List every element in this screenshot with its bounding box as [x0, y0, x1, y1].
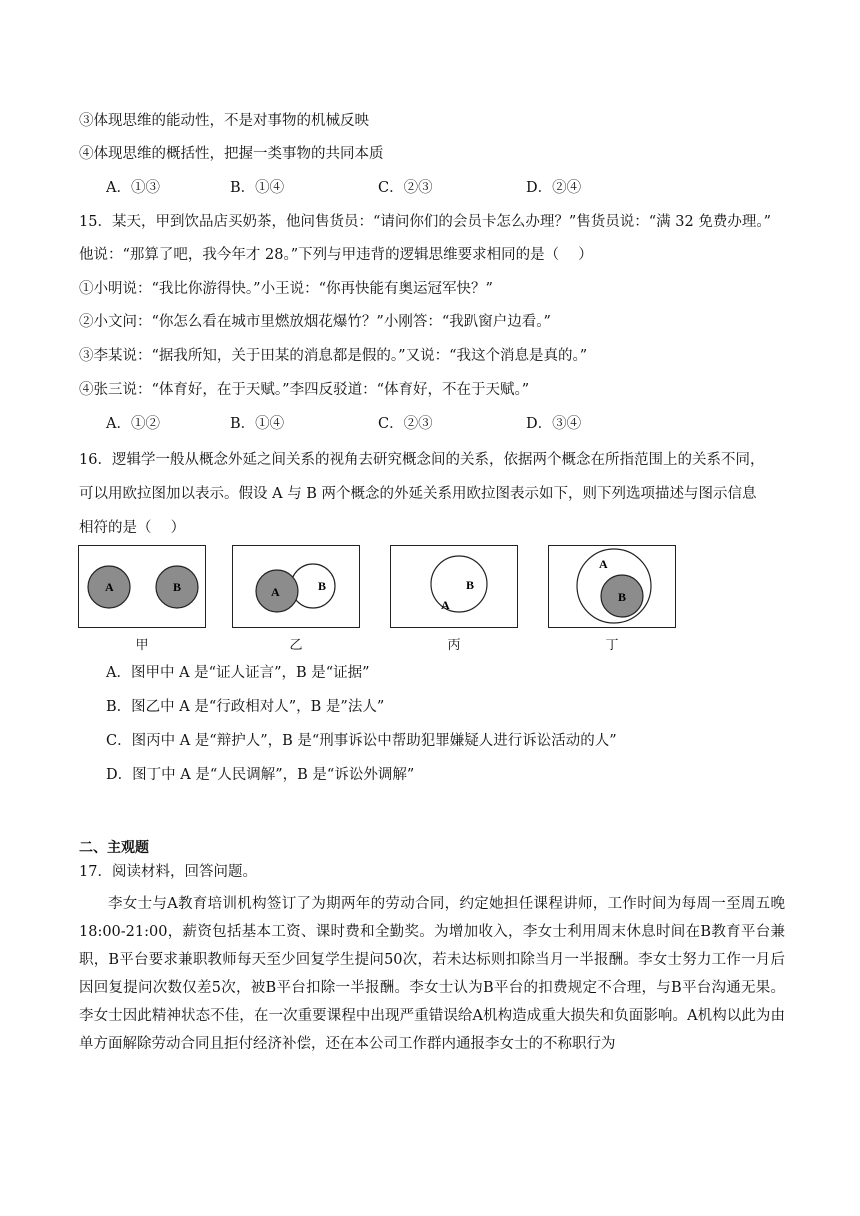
- q15-option-c: C．②③: [378, 416, 433, 432]
- label-a: A: [271, 585, 280, 599]
- section-heading: 二、主观题: [79, 840, 149, 856]
- euler-diagram-yi: [232, 545, 360, 628]
- q16-stem-line-3: 相符的是（ ）: [79, 520, 186, 536]
- label-b: B: [173, 580, 182, 594]
- euler-diagram-jia: [78, 545, 206, 628]
- q14-option-c: C．②③: [378, 180, 433, 196]
- label-b: B: [318, 579, 327, 593]
- q17-material-paragraph: 李女士与A教育培训机构签订了为期两年的劳动合同，约定她担任课程讲师，工作时间为每周一至周五晚18:00-21:00，薪资包括基本工资、课时费和全勤奖。为增加收入，李女士利用周末休息时间在B教育平台兼职，B平台要求兼职教师每天至少回复学生提问50次，若未达标则扣除当月一半报酬。李女士努力工作一月后因回复提问次数仅差5次，被B平台扣除一半报酬。李女士认为B平台的扣费规定不合理，与B平台沟通无果。李女士因此精神状态不佳，在一次重要课程中出现严重错误给A机构造成重大损失和负面影响。A机构以此为由单方面解除劳动合同且拒付经济补偿，还在本公司工作群内通报李女士的不称职行为: [79, 896, 785, 1052]
- euler-caption-bing: 丙: [447, 638, 461, 653]
- euler-diagram-bing-svg: [391, 546, 516, 626]
- q14-option-a: A．①③: [106, 180, 160, 196]
- euler-caption-yi: 乙: [289, 638, 303, 653]
- euler-diagram-jia-svg: [79, 546, 204, 626]
- q14-option-d: D．②④: [526, 180, 582, 196]
- euler-caption-jia: 甲: [135, 638, 149, 653]
- q15-item-1: ①小明说：“我比你游得快。”小王说：“你再快能有奥运冠军快？”: [79, 281, 493, 297]
- q14-option-b: B．①④: [230, 180, 285, 196]
- euler-diagram-bing: [390, 545, 518, 628]
- euler-diagram-ding: [548, 545, 676, 628]
- circle-ab: [431, 556, 487, 612]
- euler-caption-ding: 丁: [605, 638, 619, 653]
- label-a: A: [105, 580, 114, 594]
- label-b: B: [618, 590, 627, 604]
- q14-item-4: ④体现思维的概括性，把握一类事物的共同本质: [79, 146, 384, 162]
- label-b: B: [466, 578, 475, 592]
- q16-option-c: C．图丙中 A 是“辩护人”，B 是“刑事诉讼中帮助犯罪嫌疑人进行诉讼活动的人”: [106, 733, 617, 749]
- q15-option-d: D．③④: [526, 416, 582, 432]
- q15-item-2: ②小文问：“你怎么看在城市里燃放烟花爆竹？”小刚答：“我趴窗户边看。”: [79, 314, 551, 330]
- q16-stem-line-1: 16．逻辑学一般从概念外延之间关系的视角去研究概念间的关系，依据两个概念在所指范围上的关系不同，: [79, 452, 765, 468]
- q17-stem: 17．阅读材料，回答问题。: [79, 864, 257, 880]
- q16-stem-line-2: 可以用欧拉图加以表示。假设 A 与 B 两个概念的外延关系用欧拉图表示如下，则下列选项描述与图示信息: [79, 486, 757, 502]
- label-a: A: [441, 598, 450, 612]
- q15-option-b: B．①④: [230, 416, 285, 432]
- euler-diagram-yi-svg: [233, 546, 358, 626]
- q15-item-3: ③李某说：“据我所知，关于田某的消息都是假的。”又说：“我这个消息是真的。”: [79, 348, 588, 364]
- q15-item-4: ④张三说：“体育好，在于天赋。”李四反驳道：“体育好，不在于天赋。”: [79, 382, 530, 398]
- q15-stem-line-1: 15．某天，甲到饮品店买奶茶，他问售货员：“请问你们的会员卡怎么办理？”售货员说：“满 32 免费办理。”: [79, 214, 772, 230]
- q15-stem-line-2: 他说：“那算了吧，我今年才 28。”下列与甲违背的逻辑思维要求相同的是（ ）: [79, 247, 593, 263]
- label-a: A: [599, 557, 608, 571]
- euler-diagram-ding-svg: [549, 546, 674, 626]
- q16-option-a: A．图甲中 A 是“证人证言”，B 是“证据”: [106, 665, 370, 681]
- q16-option-d: D．图丁中 A 是“人民调解”，B 是“诉讼外调解”: [106, 767, 415, 783]
- q14-item-3: ③体现思维的能动性，不是对事物的机械反映: [79, 113, 369, 129]
- q15-option-a: A．①②: [106, 416, 160, 432]
- q16-option-b: B．图乙中 A 是“行政相对人”，B 是”法人”: [106, 699, 385, 715]
